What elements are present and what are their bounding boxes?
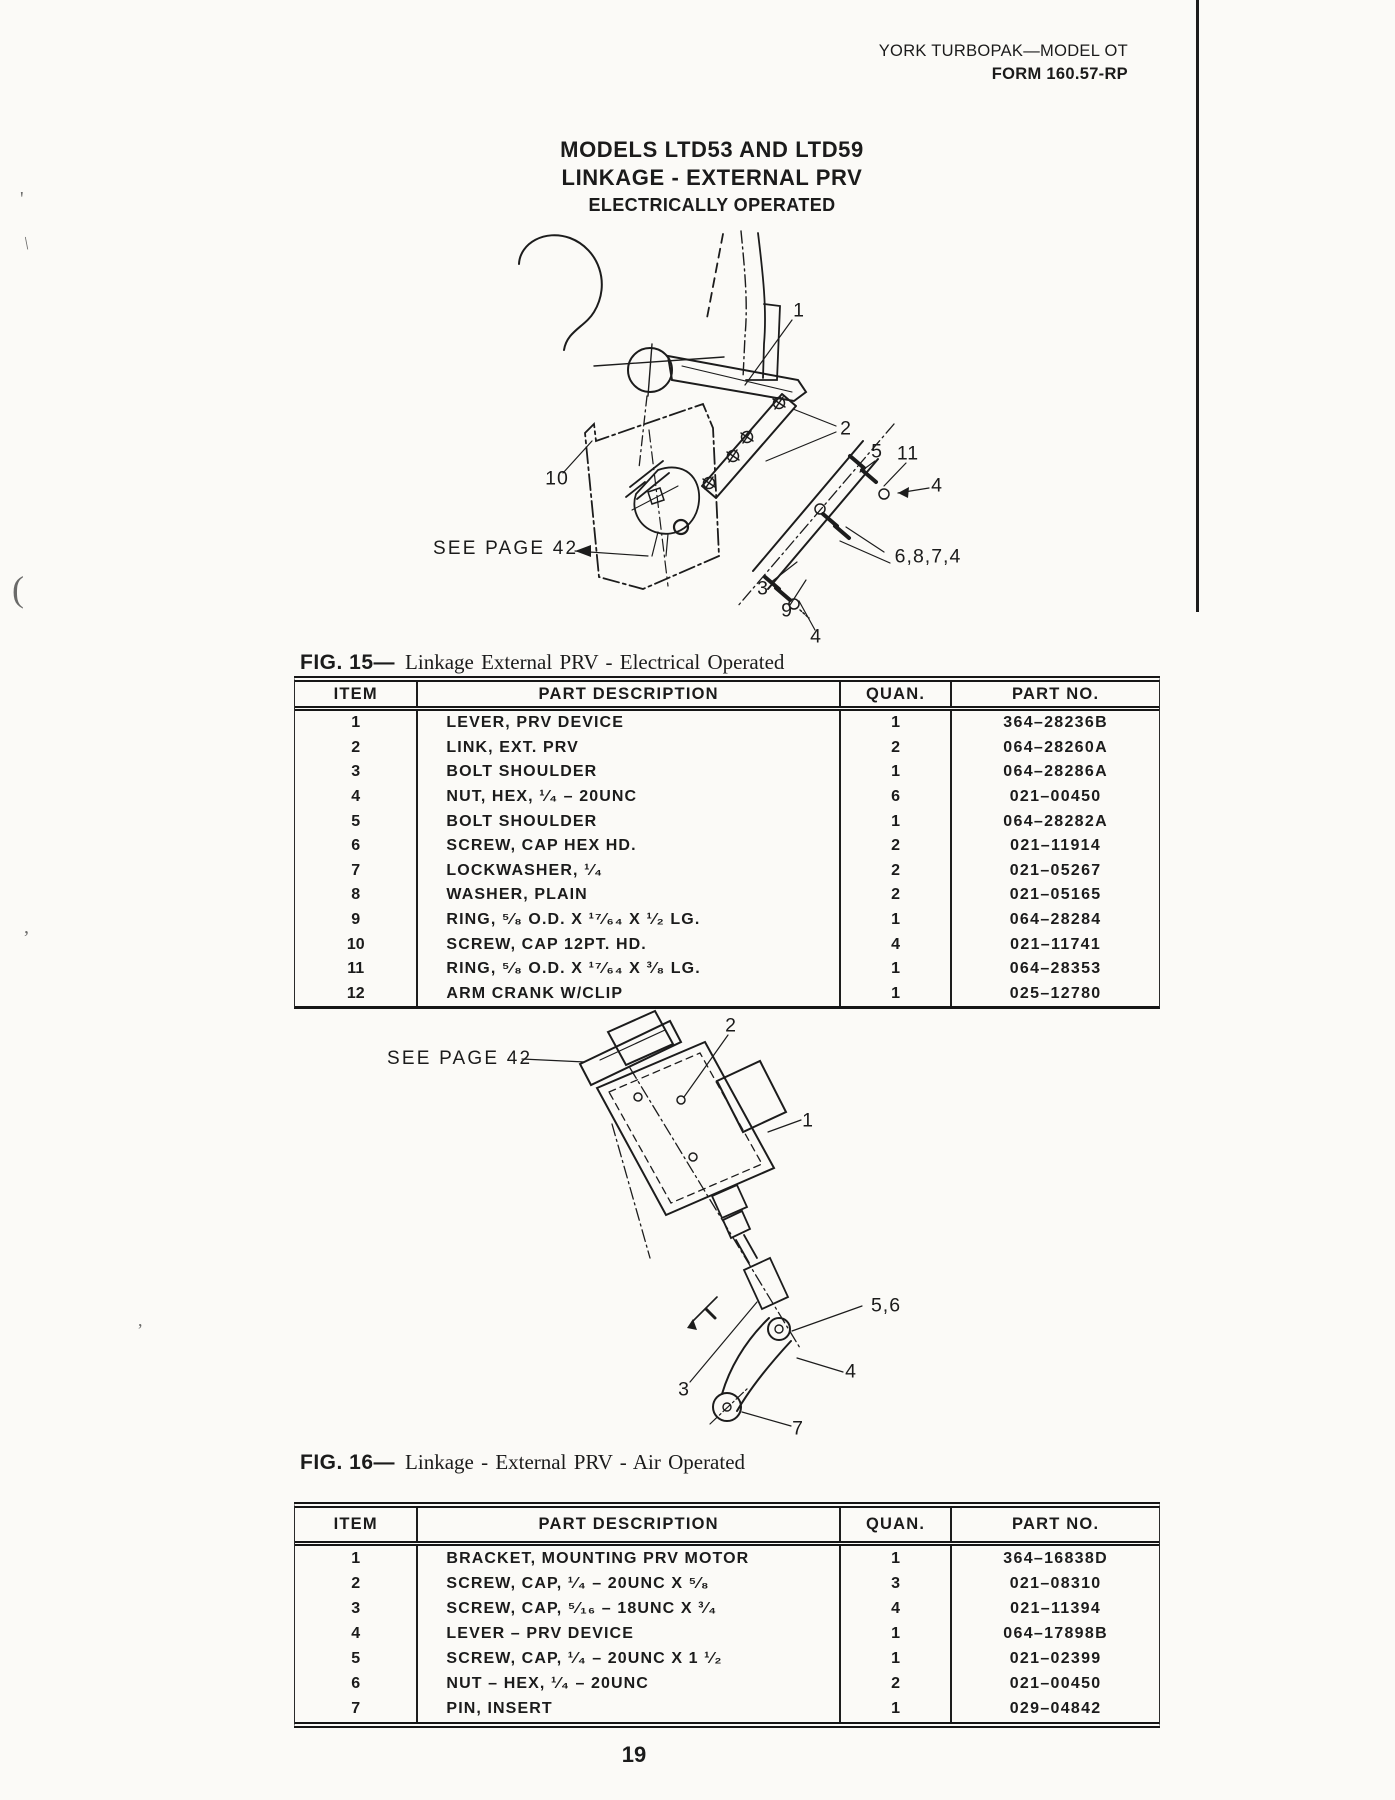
table-row	[295, 709, 1159, 736]
part-no-cell: 021–11394	[951, 1596, 1159, 1621]
part-no-cell: 021–05267	[951, 859, 1159, 884]
quan-cell: 4	[840, 1596, 951, 1621]
item-cell: 7	[351, 861, 361, 879]
quan-cell: 1	[840, 1646, 951, 1671]
page-number: 19	[621, 1742, 647, 1767]
quan-cell: 1	[840, 709, 951, 736]
fig15-caption-text: Linkage External PRV - Electrical Operated	[405, 650, 785, 674]
item-header: ITEM	[295, 1508, 417, 1544]
part-no-cell: 364–16838D	[951, 1544, 1159, 1572]
fig16-caption	[300, 1450, 745, 1475]
description-cell: RING, ⁵⁄₈ O.D. X ¹⁷⁄₆₄ X ³⁄₈ LG.	[417, 957, 839, 982]
table-row	[295, 932, 1159, 957]
part-no-cell: 064–17898B	[951, 1621, 1159, 1646]
description-cell: SCREW, CAP HEX HD.	[417, 834, 839, 859]
fig16-leader-lines	[522, 1035, 862, 1426]
fig16-rod-stack	[712, 1185, 757, 1263]
table-row	[295, 1621, 1159, 1646]
quan-cell: 1	[840, 1697, 951, 1722]
fig15-callout-11: 11	[896, 442, 920, 465]
fig16-centerlines	[612, 1068, 800, 1348]
item-cell: 6	[351, 1675, 361, 1693]
quan-cell: 2	[840, 1671, 951, 1696]
description-cell: NUT, HEX, ¹⁄₄ – 20UNC	[417, 785, 839, 810]
item-header: ITEM	[295, 682, 417, 709]
title-line2: LINKAGE - EXTERNAL PRV	[561, 165, 863, 190]
description-cell: RING, ⁵⁄₈ O.D. X ¹⁷⁄₆₄ X ¹⁄₂ LG.	[417, 908, 839, 933]
description-cell: LOCKWASHER, ¹⁄₄	[417, 859, 839, 884]
quan-cell: 1	[840, 809, 951, 834]
table-header-row	[295, 682, 1159, 709]
part-no-cell: 064–28284	[951, 908, 1159, 933]
fig16-caption-text: Linkage - External PRV - Air Operated	[405, 1450, 746, 1474]
item-cell: 1	[351, 1549, 361, 1567]
description-cell: WASHER, PLAIN	[417, 883, 839, 908]
scan-artifact: '	[20, 188, 24, 210]
item-cell: 5	[351, 1649, 361, 1667]
fig16-screw-detail	[687, 1297, 717, 1330]
part-no-cell: 064–28260A	[951, 736, 1159, 761]
item-cell: 2	[351, 738, 361, 756]
fig15-callout-1: 1	[793, 299, 805, 322]
item-cell: 9	[351, 911, 361, 929]
quan-cell: 3	[840, 1571, 951, 1596]
fig16-drawing	[380, 1008, 880, 1430]
fig16-callout-4: 4	[845, 1360, 857, 1383]
part-no-header: PART NO.	[951, 682, 1159, 709]
quan-cell: 1	[840, 1621, 951, 1646]
table-row	[295, 736, 1159, 761]
quan-cell: 6	[840, 785, 951, 810]
fig16-clevis	[744, 1258, 790, 1340]
item-cell: 5	[351, 812, 361, 830]
part-no-cell: 021–05165	[951, 883, 1159, 908]
description-cell: LEVER – PRV DEVICE	[417, 1621, 839, 1646]
description-cell: SCREW, CAP 12PT. HD.	[417, 932, 839, 957]
quan-cell: 1	[840, 908, 951, 933]
part-no-cell: 029–04842	[951, 1697, 1159, 1722]
item-cell: 11	[347, 960, 365, 978]
fig15-callout-9: 9	[781, 599, 793, 622]
fig16-see-page-label: SEE PAGE 42	[387, 1048, 533, 1069]
title-line3: ELECTRICALLY OPERATED	[588, 195, 836, 215]
item-cell: 8	[351, 886, 361, 904]
quan-header: QUAN.	[840, 682, 951, 709]
description-cell: BOLT SHOULDER	[417, 809, 839, 834]
description-cell: PIN, INSERT	[417, 1697, 839, 1722]
quan-cell: 2	[840, 859, 951, 884]
part-no-cell: 364–28236B	[951, 709, 1159, 736]
fig15-callout-10: 10	[545, 467, 569, 490]
description-cell: SCREW, CAP, ¹⁄₄ – 20UNC X 1 ¹⁄₂	[417, 1646, 839, 1671]
quan-cell: 1	[840, 760, 951, 785]
part-no-cell: 021–02399	[951, 1646, 1159, 1671]
item-cell: 4	[351, 788, 361, 806]
fig16-callout-3: 3	[678, 1378, 690, 1401]
part-no-cell: 021–11914	[951, 834, 1159, 859]
item-cell: 6	[351, 837, 361, 855]
table-row	[295, 908, 1159, 933]
table-row	[295, 834, 1159, 859]
fig15-callout-6-8-7-4: 6,8,7,4	[894, 545, 962, 568]
item-cell: 3	[351, 1599, 361, 1617]
fig15-parts-table	[294, 676, 1160, 1009]
fig15-callout-3: 3	[757, 577, 769, 600]
description-cell: LEVER, PRV DEVICE	[417, 709, 839, 736]
quan-cell: 2	[840, 834, 951, 859]
item-cell: 2	[351, 1574, 361, 1592]
fig16-callout-5-6: 5,6	[870, 1294, 902, 1317]
quan-header: QUAN.	[840, 1508, 951, 1544]
fig15-caption	[300, 650, 784, 675]
table-row	[295, 809, 1159, 834]
item-cell: 4	[351, 1624, 361, 1642]
scan-artifact: ,	[138, 1310, 143, 1330]
table-row	[295, 883, 1159, 908]
table-row	[295, 1596, 1159, 1621]
fig16-parts-table	[294, 1502, 1160, 1728]
header-line2: FORM 160.57-RP	[991, 65, 1128, 83]
header-line1: YORK TURBOPAK—MODEL OT	[878, 42, 1128, 60]
table-row	[295, 1671, 1159, 1696]
fig15-callout-2: 2	[840, 417, 852, 440]
part-description-header: PART DESCRIPTION	[417, 1508, 839, 1544]
table-row	[295, 957, 1159, 982]
table-row	[295, 1571, 1159, 1596]
table-row	[295, 1697, 1159, 1722]
description-cell: ARM CRANK W/CLIP	[417, 982, 839, 1007]
item-cell: 12	[346, 984, 365, 1002]
table-row	[295, 760, 1159, 785]
fig16-caption-label: FIG. 16—	[300, 1451, 396, 1474]
part-no-cell: 064–28282A	[951, 809, 1159, 834]
part-no-cell: 021–00450	[951, 1671, 1159, 1696]
description-cell: BOLT SHOULDER	[417, 760, 839, 785]
description-cell: LINK, EXT. PRV	[417, 736, 839, 761]
part-description-header: PART DESCRIPTION	[417, 682, 839, 709]
part-no-cell: 021–00450	[951, 785, 1159, 810]
fig15-callout-4b: 4	[810, 625, 822, 648]
part-no-cell: 064–28353	[951, 957, 1159, 982]
part-no-cell: 021–11741	[951, 932, 1159, 957]
part-no-cell: 064–28286A	[951, 760, 1159, 785]
item-cell: 1	[351, 714, 361, 732]
fig16-callout-2: 2	[725, 1014, 737, 1037]
table-row	[295, 982, 1159, 1007]
description-cell: SCREW, CAP, ¹⁄₄ – 20UNC X ⁵⁄₈	[417, 1571, 839, 1596]
table-row	[295, 859, 1159, 884]
fig15-leader-lines	[563, 320, 929, 630]
item-cell: 3	[351, 763, 361, 781]
fig15-callout-4a: 4	[931, 474, 943, 497]
fig15-drawing	[430, 222, 990, 660]
quan-cell: 1	[840, 957, 951, 982]
part-no-cell: 021–08310	[951, 1571, 1159, 1596]
page-title	[560, 136, 864, 218]
fig15-callout-5: 5	[871, 440, 883, 463]
scan-artifact: ,	[24, 916, 29, 938]
part-no-cell: 025–12780	[951, 982, 1159, 1007]
page-edge-rule	[1196, 0, 1199, 612]
item-cell: 7	[351, 1700, 361, 1718]
quan-cell: 2	[840, 883, 951, 908]
description-cell: SCREW, CAP, ⁵⁄₁₆ – 18UNC X ³⁄₄	[417, 1596, 839, 1621]
description-cell: NUT – HEX, ¹⁄₄ – 20UNC	[417, 1671, 839, 1696]
description-cell: BRACKET, MOUNTING PRV MOTOR	[417, 1544, 839, 1572]
fig15-caption-label: FIG. 15—	[300, 651, 396, 674]
part-no-header: PART NO.	[951, 1508, 1159, 1544]
scan-artifact: \	[22, 232, 31, 254]
quan-cell: 4	[840, 932, 951, 957]
table-row	[295, 1544, 1159, 1572]
fig15-see-page-label: SEE PAGE 42	[433, 538, 579, 559]
item-cell: 10	[346, 935, 365, 953]
fig16-lever-arm	[710, 1318, 791, 1424]
table-header-row	[295, 1508, 1159, 1544]
fig16-callout-1: 1	[802, 1109, 814, 1132]
quan-cell: 1	[840, 982, 951, 1007]
fig16-side-block	[717, 1061, 786, 1132]
fig15-lever-arm	[668, 356, 806, 401]
scan-artifact: (	[12, 569, 24, 609]
table-row	[295, 1646, 1159, 1671]
quan-cell: 2	[840, 736, 951, 761]
fig16-callout-7: 7	[792, 1417, 804, 1440]
title-line1: MODELS LTD53 AND LTD59	[560, 137, 864, 162]
table-row	[295, 785, 1159, 810]
fig15-hook-curve	[519, 235, 602, 350]
document-header	[879, 40, 1128, 86]
quan-cell: 1	[840, 1544, 951, 1572]
fig16-mounting-bracket-plate	[597, 1042, 774, 1215]
